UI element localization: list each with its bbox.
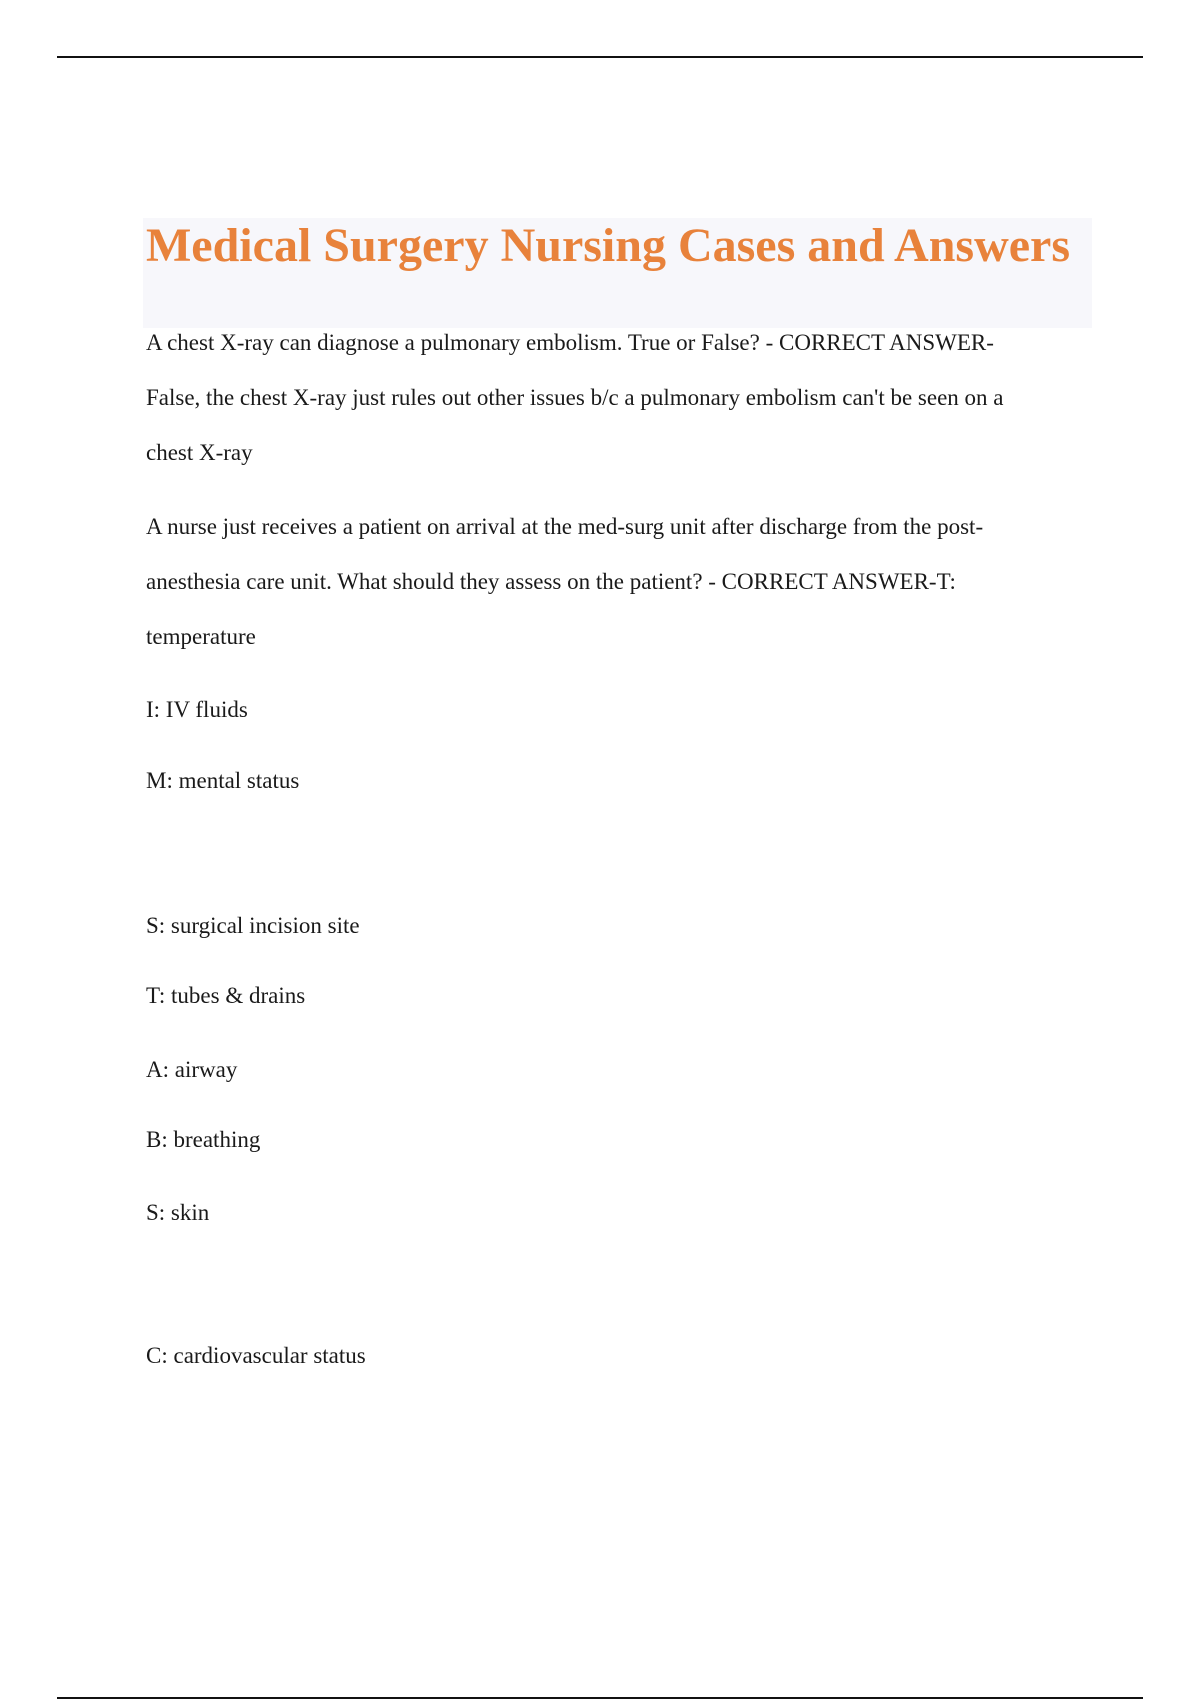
answer-item-surgical-incision-site: S: surgical incision site [146,913,360,938]
question-1-line-2: False, the chest X-ray just rules out other issues b/c a pulmonary embolism can't be seen on a [146,385,1004,410]
answer-item-airway: A: airway [146,1057,238,1082]
answer-item-breathing: B: breathing [146,1127,261,1152]
question-1-line-1: A chest X-ray can diagnose a pulmonary embolism. True or False? - CORRECT ANSWER- [146,330,994,355]
answer-item-mental-status: M: mental status [146,768,300,793]
question-1 [146,315,1004,480]
answer-item-skin: S: skin [146,1200,210,1225]
answer-item-iv-fluids: I: IV fluids [146,697,248,722]
bottom-rule [57,1697,1143,1699]
answer-item-cardiovascular-status: C: cardiovascular status [146,1343,366,1368]
top-rule [57,56,1143,58]
question-2-line-2: anesthesia care unit. What should they assess on the patient? - CORRECT ANSWER-T: [146,569,956,594]
question-2 [146,499,983,664]
question-2-line-1: A nurse just receives a patient on arrival at the med-surg unit after discharge from the post- [146,514,984,539]
question-1-line-3: chest X-ray [146,440,253,465]
document-title: Medical Surgery Nursing Cases and Answers [146,219,1071,272]
question-2-line-3: temperature [146,624,256,649]
answer-item-tubes-drains: T: tubes & drains [146,983,306,1008]
